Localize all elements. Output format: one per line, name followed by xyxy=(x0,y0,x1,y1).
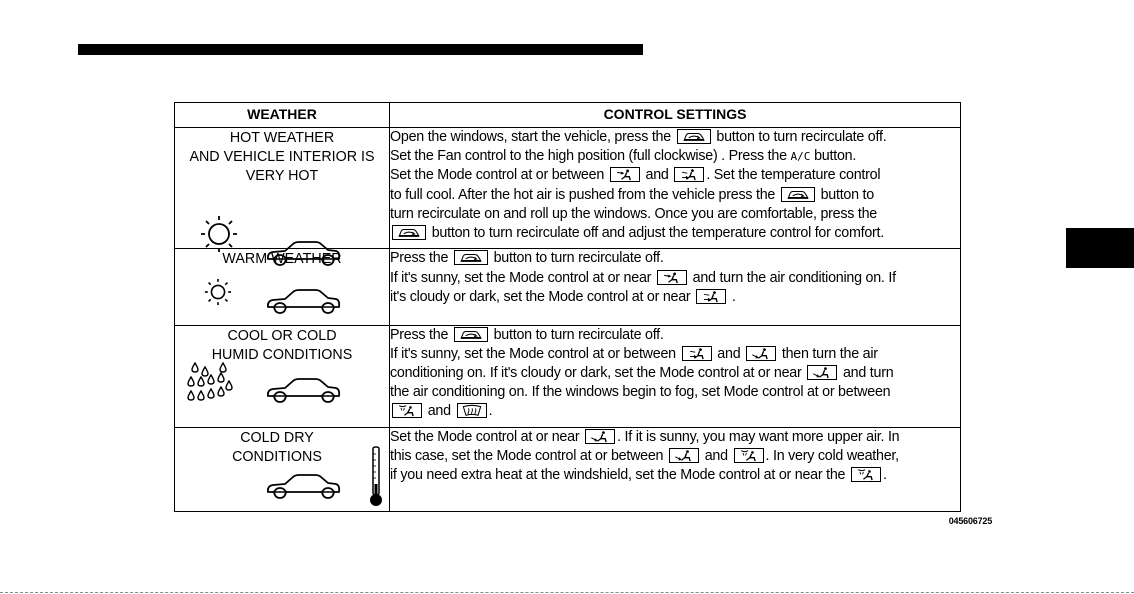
recirculate-icon xyxy=(392,225,426,240)
panel-mode-icon xyxy=(610,167,640,182)
control-settings-cell xyxy=(390,128,961,249)
bilevel-mode-icon xyxy=(682,346,712,361)
weather-cell-warm xyxy=(175,249,390,325)
control-settings-cell xyxy=(390,325,961,427)
instruction-text: and turn the air conditioning on. If xyxy=(688,269,896,286)
instruction-text: If it's sunny, set the Mode control at or between xyxy=(390,345,680,362)
weather-label: HUMID CONDITIONS xyxy=(211,346,353,363)
recirculate-icon xyxy=(677,129,711,144)
table-header-row xyxy=(175,103,961,128)
panel-mode-icon xyxy=(657,270,687,285)
instruction-text: and xyxy=(713,345,745,362)
sun-icon xyxy=(202,276,234,308)
raindrops-icon xyxy=(187,360,237,408)
car-icon xyxy=(265,289,341,317)
instruction-text: Press the xyxy=(390,250,452,267)
instruction-text: button to turn recirculate off. xyxy=(489,250,664,267)
floor-mode-icon xyxy=(746,346,776,361)
instruction-text: Open the windows, start the vehicle, press the xyxy=(390,129,675,146)
instruction-text: it's cloudy or dark, set the Mode control at or near xyxy=(390,288,695,305)
instruction-text: . If it is sunny, you may want more upper air. In xyxy=(617,428,900,445)
table-row xyxy=(175,249,961,325)
weather-cell-hot xyxy=(175,128,390,249)
weather-column-header: WEATHER xyxy=(175,103,390,128)
instruction-text: turn recirculate on and roll up the windows. Once you are comfortable, press the xyxy=(390,205,878,222)
instruction-text: to full cool. After the hot air is pushed from the vehicle press the xyxy=(390,186,779,203)
bilevel-mode-icon xyxy=(674,167,704,182)
weather-cell-cool-humid xyxy=(175,325,390,427)
instruction-text: and xyxy=(700,447,732,464)
control-settings-cell xyxy=(390,249,961,325)
mix-mode-icon xyxy=(851,467,881,482)
instruction-text: button to turn recirculate off. xyxy=(716,129,887,146)
floor-mode-icon xyxy=(585,429,615,444)
instruction-text: . Set the temperature control xyxy=(706,167,881,184)
instruction-text: . xyxy=(728,288,736,305)
footer-rule xyxy=(0,592,1134,593)
instruction-text: . In very cold weather, xyxy=(765,447,899,464)
instruction-text: then turn the air xyxy=(778,345,878,362)
bilevel-mode-icon xyxy=(696,289,726,304)
instruction-text: If it's sunny, set the Mode control at or near xyxy=(390,269,655,286)
recirculate-icon xyxy=(454,250,488,265)
instruction-text: Set the Fan control to the high position (full clockwise) . Press the xyxy=(390,148,791,165)
instruction-text: this case, set the Mode control at or between xyxy=(390,447,667,464)
table-row xyxy=(175,427,961,511)
instruction-text: the air conditioning on. If the windows begin to fog, set Mode control at or between xyxy=(390,384,891,401)
recirculate-icon xyxy=(781,187,815,202)
instruction-text: button to turn recirculate off and adjust the temperature control for comfort. xyxy=(428,225,885,242)
recirculate-icon xyxy=(454,327,488,342)
instruction-text: if you need extra heat at the windshield, set the Mode control at or near the xyxy=(390,467,849,484)
floor-mode-icon xyxy=(669,448,699,463)
floor-mode-icon xyxy=(807,365,837,380)
weather-label: COOL OR COLD xyxy=(227,327,337,344)
car-icon xyxy=(265,378,341,406)
instruction-text: and turn xyxy=(839,364,894,381)
defrost-mode-icon xyxy=(457,403,487,418)
instruction-text: . xyxy=(882,467,887,484)
weather-label: COLD DRY xyxy=(240,429,314,446)
weather-label: CONDITIONS xyxy=(232,448,322,465)
instruction-text: button. xyxy=(810,148,857,165)
table-row xyxy=(175,325,961,427)
thermometer-icon xyxy=(369,446,383,508)
weather-label: HOT WEATHER xyxy=(229,130,335,147)
control-settings-cell xyxy=(390,427,961,511)
weather-label: WARM WEATHER xyxy=(222,251,342,268)
section-tab xyxy=(1066,228,1134,268)
weather-label: VERY HOT xyxy=(245,168,319,185)
instruction-text: and xyxy=(424,403,455,420)
figure-id: 045606725 xyxy=(948,516,992,526)
header-bar xyxy=(78,44,643,55)
car-icon xyxy=(265,474,341,502)
instruction-text: Set the Mode control at or near xyxy=(390,428,584,445)
climate-control-table xyxy=(174,102,961,512)
weather-label: AND VEHICLE INTERIOR IS xyxy=(189,149,375,166)
instruction-text: button to turn recirculate off. xyxy=(489,326,664,343)
mix-mode-icon xyxy=(734,448,764,463)
weather-cell-cold-dry xyxy=(175,427,390,511)
control-settings-column-header: CONTROL SETTINGS xyxy=(390,103,961,128)
instruction-text: conditioning on. If it's cloudy or dark, set the Mode control at or near xyxy=(390,364,806,381)
instruction-text: and xyxy=(641,167,673,184)
instruction-text: Press the xyxy=(390,326,452,343)
instruction-text: . xyxy=(488,403,493,420)
mix-mode-icon xyxy=(392,403,422,418)
ac-label: A/C xyxy=(790,150,811,164)
instruction-text: Set the Mode control at or between xyxy=(390,167,608,184)
table-row xyxy=(175,128,961,249)
instruction-text: button to xyxy=(816,186,874,203)
